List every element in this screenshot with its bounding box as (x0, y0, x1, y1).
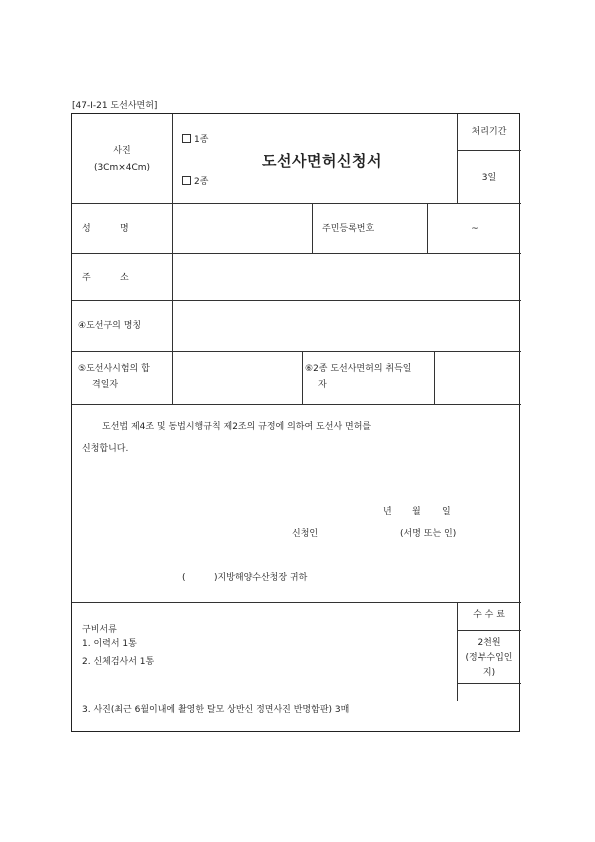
type2-label: 2종 (194, 177, 209, 187)
row-divider-header (72, 203, 521, 204)
applicant-label: 신청인 (292, 529, 319, 539)
exam-date-field[interactable] (174, 353, 300, 403)
type2-checkbox[interactable] (182, 176, 191, 185)
fee-value: 2천원 (477, 638, 501, 648)
address-label-2: 소 (120, 273, 129, 283)
fee-value-note: (정부수입인 (465, 653, 513, 663)
period-divider (457, 150, 521, 151)
row-divider-name (72, 253, 521, 254)
date-day-label: 일 (442, 507, 451, 517)
statement-line-2: 신청합니다. (82, 444, 129, 454)
fee-label: 수 수 료 (473, 610, 505, 620)
resident-label-divider-right (427, 203, 428, 253)
license-label-divider-left (302, 351, 303, 404)
date-month-label: 월 (412, 507, 421, 517)
license-label-divider-right (434, 351, 435, 404)
signature-label: (서명 또는 인) (400, 529, 457, 539)
document-item-2: 2. 신체검사서 1통 (82, 657, 155, 667)
photo-label: 사진 (113, 146, 131, 156)
statement-line-1: 도선법 제4조 및 동법시행규칙 제2조의 규정에 의하여 도선사 면허를 (102, 422, 372, 432)
name-label-1: 성 (82, 224, 91, 234)
license-date-label-cont: 자 (318, 380, 327, 390)
label-column-divider (172, 114, 173, 404)
license-date-label: ⑥2종 도선사면허의 취득일 (305, 364, 412, 374)
application-form (71, 113, 520, 732)
resident-number-field[interactable]: ~ (471, 224, 479, 234)
license-date-field[interactable] (436, 353, 520, 403)
fee-divider-2 (457, 683, 521, 684)
type1-option[interactable] (182, 134, 208, 146)
name-label-2: 명 (120, 224, 129, 234)
recipient-open-paren: ( (182, 573, 186, 583)
period-value: 3일 (481, 173, 497, 183)
documents-heading: 구비서류 (82, 625, 117, 635)
type1-label: 1종 (194, 135, 209, 145)
period-label: 처리기간 (471, 127, 507, 137)
form-code: [47-Ⅰ-21 도선사면허] (72, 101, 158, 111)
type2-option[interactable] (182, 176, 208, 188)
photo-size: (3Cm×4Cm) (93, 163, 151, 173)
exam-date-label: ⑤도선사시험의 합 (78, 364, 150, 374)
pilotage-area-label: ④도선구의 명칭 (78, 321, 142, 331)
pilotage-area-field[interactable] (174, 302, 519, 350)
row-divider-address (72, 300, 521, 301)
document-item-3: 3. 사진(최근 6월이내에 촬영한 탈모 상반신 정면사진 반명함판) 3매 (82, 705, 350, 715)
row-divider-area (72, 351, 521, 352)
address-label-1: 주 (82, 273, 91, 283)
name-field[interactable] (174, 205, 310, 251)
fee-divider-1 (457, 630, 521, 631)
form-title: 도선사면허신청서 (262, 152, 382, 170)
document-item-1: 1. 이력서 1통 (82, 639, 137, 649)
fee-value-note-cont: 지) (482, 668, 496, 678)
resident-label-divider-left (312, 203, 313, 253)
row-divider-exam (72, 404, 521, 405)
address-field[interactable] (174, 255, 519, 299)
row-divider-body (72, 602, 521, 603)
exam-date-label-cont: 격일자 (92, 380, 119, 390)
recipient-label: )지방해양수산청장 귀하 (214, 573, 308, 583)
type1-checkbox[interactable] (182, 134, 191, 143)
resident-number-label: 주민등록번호 (322, 224, 375, 234)
date-year-label: 년 (383, 507, 392, 517)
